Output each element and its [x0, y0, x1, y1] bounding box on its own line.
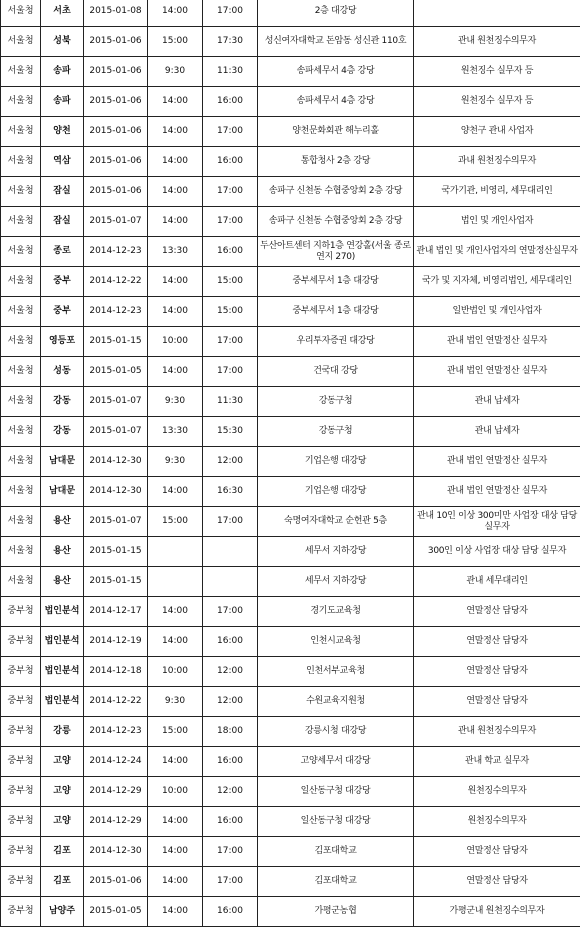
table-row [1, 537, 580, 567]
place-cell: 중부세무서 1층 대강당 [258, 267, 414, 297]
place-cell: 성신여자대학교 돈암동 성신관 110호 [258, 27, 414, 57]
start-time-cell: 14:00 [148, 87, 203, 117]
end-time-cell: 12:00 [203, 447, 258, 477]
start-time-cell: 14:00 [148, 177, 203, 207]
region-cell: 중부청 [1, 627, 41, 657]
region-cell: 서울청 [1, 477, 41, 507]
table-row [1, 0, 580, 27]
office-cell: 고양 [41, 777, 84, 807]
office-cell: 잠실 [41, 177, 84, 207]
end-time-cell: 17:30 [203, 27, 258, 57]
start-time-cell: 10:00 [148, 657, 203, 687]
date-cell: 2015-01-06 [84, 147, 148, 177]
date-cell: 2015-01-05 [84, 357, 148, 387]
date-cell: 2015-01-07 [84, 387, 148, 417]
table-row [1, 447, 580, 477]
place-cell: 경기도교육청 [258, 597, 414, 627]
target-cell: 원천징수의무자 [414, 807, 580, 837]
place-cell: 강동구청 [258, 417, 414, 447]
office-cell: 송파 [41, 57, 84, 87]
office-cell: 강릉 [41, 717, 84, 747]
place-cell: 통합청사 2층 강당 [258, 147, 414, 177]
region-cell: 중부청 [1, 657, 41, 687]
table-row [1, 777, 580, 807]
start-time-cell: 14:00 [148, 867, 203, 897]
date-cell: 2015-01-15 [84, 327, 148, 357]
date-cell: 2014-12-22 [84, 687, 148, 717]
region-cell: 서울청 [1, 237, 41, 267]
office-cell: 양천 [41, 117, 84, 147]
date-cell: 2015-01-06 [84, 27, 148, 57]
date-cell: 2014-12-18 [84, 657, 148, 687]
end-time-cell: 11:30 [203, 57, 258, 87]
start-time-cell: 14:00 [148, 357, 203, 387]
end-time-cell: 17:00 [203, 867, 258, 897]
date-cell: 2014-12-23 [84, 717, 148, 747]
region-cell: 서울청 [1, 117, 41, 147]
target-cell: 원천징수의무자 [414, 777, 580, 807]
place-cell: 가평군농협 [258, 897, 414, 927]
target-cell: 관내 법인 연말정산 실무자 [414, 357, 580, 387]
date-cell: 2015-01-08 [84, 0, 148, 27]
place-cell: 송파구 신천동 수협중앙회 2층 강당 [258, 177, 414, 207]
target-cell: 관내 법인 및 개인사업자의 연말정산실무자 [414, 237, 580, 267]
office-cell: 성동 [41, 357, 84, 387]
table-row [1, 837, 580, 867]
table-row [1, 807, 580, 837]
target-cell: 관내 법인 연말정산 실무자 [414, 447, 580, 477]
region-cell: 중부청 [1, 717, 41, 747]
office-cell: 강동 [41, 417, 84, 447]
date-cell: 2014-12-24 [84, 747, 148, 777]
target-cell: 원천징수 실무자 등 [414, 87, 580, 117]
table-row [1, 687, 580, 717]
region-cell: 서울청 [1, 57, 41, 87]
target-cell: 관내 10인 이상 300미만 사업장 대상 담당 실무자 [414, 507, 580, 537]
target-cell: 원천징수 실무자 등 [414, 57, 580, 87]
region-cell: 서울청 [1, 177, 41, 207]
region-cell: 서울청 [1, 357, 41, 387]
start-time-cell: 13:30 [148, 417, 203, 447]
date-cell: 2015-01-06 [84, 117, 148, 147]
end-time-cell: 16:00 [203, 147, 258, 177]
start-time-cell: 15:00 [148, 507, 203, 537]
office-cell: 강동 [41, 387, 84, 417]
place-cell: 송파구 신천동 수협중앙회 2층 강당 [258, 207, 414, 237]
end-time-cell [203, 537, 258, 567]
end-time-cell: 15:30 [203, 417, 258, 447]
start-time-cell: 14:00 [148, 0, 203, 27]
target-cell [414, 0, 580, 27]
end-time-cell: 17:00 [203, 357, 258, 387]
place-cell: 수원교육지원청 [258, 687, 414, 717]
date-cell: 2015-01-07 [84, 417, 148, 447]
office-cell: 용산 [41, 507, 84, 537]
region-cell: 서울청 [1, 267, 41, 297]
start-time-cell: 14:00 [148, 267, 203, 297]
table-row [1, 627, 580, 657]
target-cell: 관내 법인 연말정산 실무자 [414, 477, 580, 507]
target-cell: 연말정산 담당자 [414, 687, 580, 717]
start-time-cell: 14:00 [148, 297, 203, 327]
start-time-cell [148, 567, 203, 597]
date-cell: 2015-01-07 [84, 507, 148, 537]
office-cell: 남대문 [41, 477, 84, 507]
office-cell: 종로 [41, 237, 84, 267]
region-cell: 서울청 [1, 27, 41, 57]
office-cell: 고양 [41, 747, 84, 777]
start-time-cell: 15:00 [148, 717, 203, 747]
end-time-cell: 18:00 [203, 717, 258, 747]
office-cell: 용산 [41, 567, 84, 597]
region-cell: 서울청 [1, 0, 41, 27]
target-cell: 관내 원천징수의무자 [414, 717, 580, 747]
start-time-cell: 14:00 [148, 597, 203, 627]
office-cell: 법인분석 [41, 657, 84, 687]
target-cell: 연말정산 담당자 [414, 657, 580, 687]
table-row [1, 267, 580, 297]
office-cell: 서초 [41, 0, 84, 27]
place-cell: 일산동구청 대강당 [258, 807, 414, 837]
place-cell: 세무서 지하강당 [258, 567, 414, 597]
table-row [1, 57, 580, 87]
place-cell: 송파세무서 4층 강당 [258, 87, 414, 117]
target-cell: 연말정산 담당자 [414, 627, 580, 657]
office-cell: 영등포 [41, 327, 84, 357]
table-row [1, 357, 580, 387]
target-cell: 관내 학교 실무자 [414, 747, 580, 777]
target-cell: 연말정산 담당자 [414, 867, 580, 897]
end-time-cell: 16:00 [203, 627, 258, 657]
place-cell: 인천서부교육청 [258, 657, 414, 687]
place-cell: 김포대학교 [258, 867, 414, 897]
start-time-cell: 14:00 [148, 117, 203, 147]
end-time-cell: 17:00 [203, 207, 258, 237]
office-cell: 남대문 [41, 447, 84, 477]
target-cell: 가평군내 원천징수의무자 [414, 897, 580, 927]
table-row [1, 567, 580, 597]
place-cell: 기업은행 대강당 [258, 477, 414, 507]
end-time-cell: 17:00 [203, 597, 258, 627]
end-time-cell: 12:00 [203, 687, 258, 717]
date-cell: 2015-01-06 [84, 177, 148, 207]
region-cell: 중부청 [1, 777, 41, 807]
office-cell: 역삼 [41, 147, 84, 177]
start-time-cell: 14:00 [148, 477, 203, 507]
region-cell: 서울청 [1, 417, 41, 447]
date-cell: 2014-12-23 [84, 237, 148, 267]
start-time-cell: 14:00 [148, 747, 203, 777]
start-time-cell: 14:00 [148, 897, 203, 927]
start-time-cell: 14:00 [148, 627, 203, 657]
target-cell: 양천구 관내 사업자 [414, 117, 580, 147]
region-cell: 서울청 [1, 207, 41, 237]
place-cell: 2층 대강당 [258, 0, 414, 27]
target-cell: 관내 세무대리인 [414, 567, 580, 597]
date-cell: 2014-12-22 [84, 267, 148, 297]
table-row [1, 747, 580, 777]
end-time-cell: 15:00 [203, 297, 258, 327]
start-time-cell: 14:00 [148, 207, 203, 237]
place-cell: 김포대학교 [258, 837, 414, 867]
table-row [1, 417, 580, 447]
office-cell: 법인분석 [41, 687, 84, 717]
target-cell: 연말정산 담당자 [414, 597, 580, 627]
date-cell: 2014-12-30 [84, 447, 148, 477]
target-cell: 일반법인 및 개인사업자 [414, 297, 580, 327]
start-time-cell: 9:30 [148, 387, 203, 417]
region-cell: 중부청 [1, 687, 41, 717]
place-cell: 고양세무서 대강당 [258, 747, 414, 777]
end-time-cell: 17:00 [203, 0, 258, 27]
region-cell: 중부청 [1, 597, 41, 627]
end-time-cell: 15:00 [203, 267, 258, 297]
date-cell: 2014-12-19 [84, 627, 148, 657]
start-time-cell: 9:30 [148, 687, 203, 717]
start-time-cell: 14:00 [148, 807, 203, 837]
place-cell: 세무서 지하강당 [258, 537, 414, 567]
date-cell: 2015-01-06 [84, 57, 148, 87]
office-cell: 김포 [41, 837, 84, 867]
table-row [1, 657, 580, 687]
region-cell: 서울청 [1, 387, 41, 417]
date-cell: 2014-12-29 [84, 777, 148, 807]
date-cell: 2014-12-30 [84, 837, 148, 867]
region-cell: 중부청 [1, 867, 41, 897]
table-row [1, 27, 580, 57]
region-cell: 서울청 [1, 447, 41, 477]
target-cell: 과내 원천징수의무자 [414, 147, 580, 177]
place-cell: 두산아트센터 지하1층 연강홀(서울 종로 연지 270) [258, 237, 414, 267]
table-row [1, 897, 580, 927]
region-cell: 중부청 [1, 807, 41, 837]
place-cell: 송파세무서 4층 강당 [258, 57, 414, 87]
end-time-cell: 17:00 [203, 837, 258, 867]
start-time-cell: 10:00 [148, 777, 203, 807]
end-time-cell: 12:00 [203, 657, 258, 687]
region-cell: 중부청 [1, 837, 41, 867]
end-time-cell: 16:00 [203, 87, 258, 117]
date-cell: 2014-12-17 [84, 597, 148, 627]
table-row [1, 507, 580, 537]
region-cell: 서울청 [1, 537, 41, 567]
region-cell: 서울청 [1, 507, 41, 537]
table-row [1, 597, 580, 627]
end-time-cell: 17:00 [203, 327, 258, 357]
office-cell: 남양주 [41, 897, 84, 927]
table-row [1, 87, 580, 117]
end-time-cell: 16:00 [203, 747, 258, 777]
target-cell: 국가 및 지자체, 비영리법인, 세무대리인 [414, 267, 580, 297]
office-cell: 김포 [41, 867, 84, 897]
start-time-cell: 9:30 [148, 447, 203, 477]
end-time-cell [203, 567, 258, 597]
table-row [1, 117, 580, 147]
office-cell: 중부 [41, 297, 84, 327]
office-cell: 잠실 [41, 207, 84, 237]
table-row [1, 237, 580, 267]
place-cell: 숙명여자대학교 순헌관 5층 [258, 507, 414, 537]
target-cell: 법인 및 개인사업자 [414, 207, 580, 237]
target-cell: 연말정산 담당자 [414, 837, 580, 867]
start-time-cell: 13:30 [148, 237, 203, 267]
region-cell: 중부청 [1, 897, 41, 927]
region-cell: 서울청 [1, 327, 41, 357]
office-cell: 용산 [41, 537, 84, 567]
end-time-cell: 17:00 [203, 117, 258, 147]
region-cell: 서울청 [1, 567, 41, 597]
table-row [1, 387, 580, 417]
start-time-cell: 14:00 [148, 147, 203, 177]
date-cell: 2015-01-06 [84, 867, 148, 897]
place-cell: 인천시교육청 [258, 627, 414, 657]
office-cell: 법인분석 [41, 597, 84, 627]
end-time-cell: 17:00 [203, 507, 258, 537]
target-cell: 관내 원천징수의무자 [414, 27, 580, 57]
end-time-cell: 16:00 [203, 237, 258, 267]
end-time-cell: 16:00 [203, 897, 258, 927]
table-row [1, 177, 580, 207]
target-cell: 관내 납세자 [414, 387, 580, 417]
office-cell: 고양 [41, 807, 84, 837]
start-time-cell: 14:00 [148, 837, 203, 867]
date-cell: 2014-12-30 [84, 477, 148, 507]
table-row [1, 147, 580, 177]
target-cell: 300인 이상 사업장 대상 담당 실무자 [414, 537, 580, 567]
end-time-cell: 17:00 [203, 177, 258, 207]
start-time-cell [148, 537, 203, 567]
date-cell: 2015-01-06 [84, 87, 148, 117]
target-cell: 관내 법인 연말정산 실무자 [414, 327, 580, 357]
end-time-cell: 16:30 [203, 477, 258, 507]
place-cell: 건국대 강당 [258, 357, 414, 387]
place-cell: 강동구청 [258, 387, 414, 417]
start-time-cell: 15:00 [148, 27, 203, 57]
end-time-cell: 12:00 [203, 777, 258, 807]
table-row [1, 207, 580, 237]
region-cell: 중부청 [1, 747, 41, 777]
end-time-cell: 11:30 [203, 387, 258, 417]
place-cell: 일산동구청 대강당 [258, 777, 414, 807]
date-cell: 2014-12-29 [84, 807, 148, 837]
office-cell: 법인분석 [41, 627, 84, 657]
schedule-table-body [1, 0, 580, 927]
place-cell: 중부세무서 1층 대강당 [258, 297, 414, 327]
target-cell: 관내 납세자 [414, 417, 580, 447]
start-time-cell: 9:30 [148, 57, 203, 87]
region-cell: 서울청 [1, 87, 41, 117]
region-cell: 서울청 [1, 147, 41, 177]
date-cell: 2014-12-23 [84, 297, 148, 327]
office-cell: 성북 [41, 27, 84, 57]
place-cell: 양천문화회관 해누리홀 [258, 117, 414, 147]
date-cell: 2015-01-07 [84, 207, 148, 237]
place-cell: 우리투자증권 대강당 [258, 327, 414, 357]
table-row [1, 297, 580, 327]
date-cell: 2015-01-05 [84, 897, 148, 927]
office-cell: 송파 [41, 87, 84, 117]
date-cell: 2015-01-15 [84, 567, 148, 597]
place-cell: 강릉시청 대강당 [258, 717, 414, 747]
table-row [1, 327, 580, 357]
start-time-cell: 10:00 [148, 327, 203, 357]
table-row [1, 867, 580, 897]
place-cell: 기업은행 대강당 [258, 447, 414, 477]
target-cell: 국가기관, 비영리, 세무대리인 [414, 177, 580, 207]
end-time-cell: 16:00 [203, 807, 258, 837]
office-cell: 중부 [41, 267, 84, 297]
date-cell: 2015-01-15 [84, 537, 148, 567]
table-row [1, 717, 580, 747]
region-cell: 서울청 [1, 297, 41, 327]
table-row [1, 477, 580, 507]
